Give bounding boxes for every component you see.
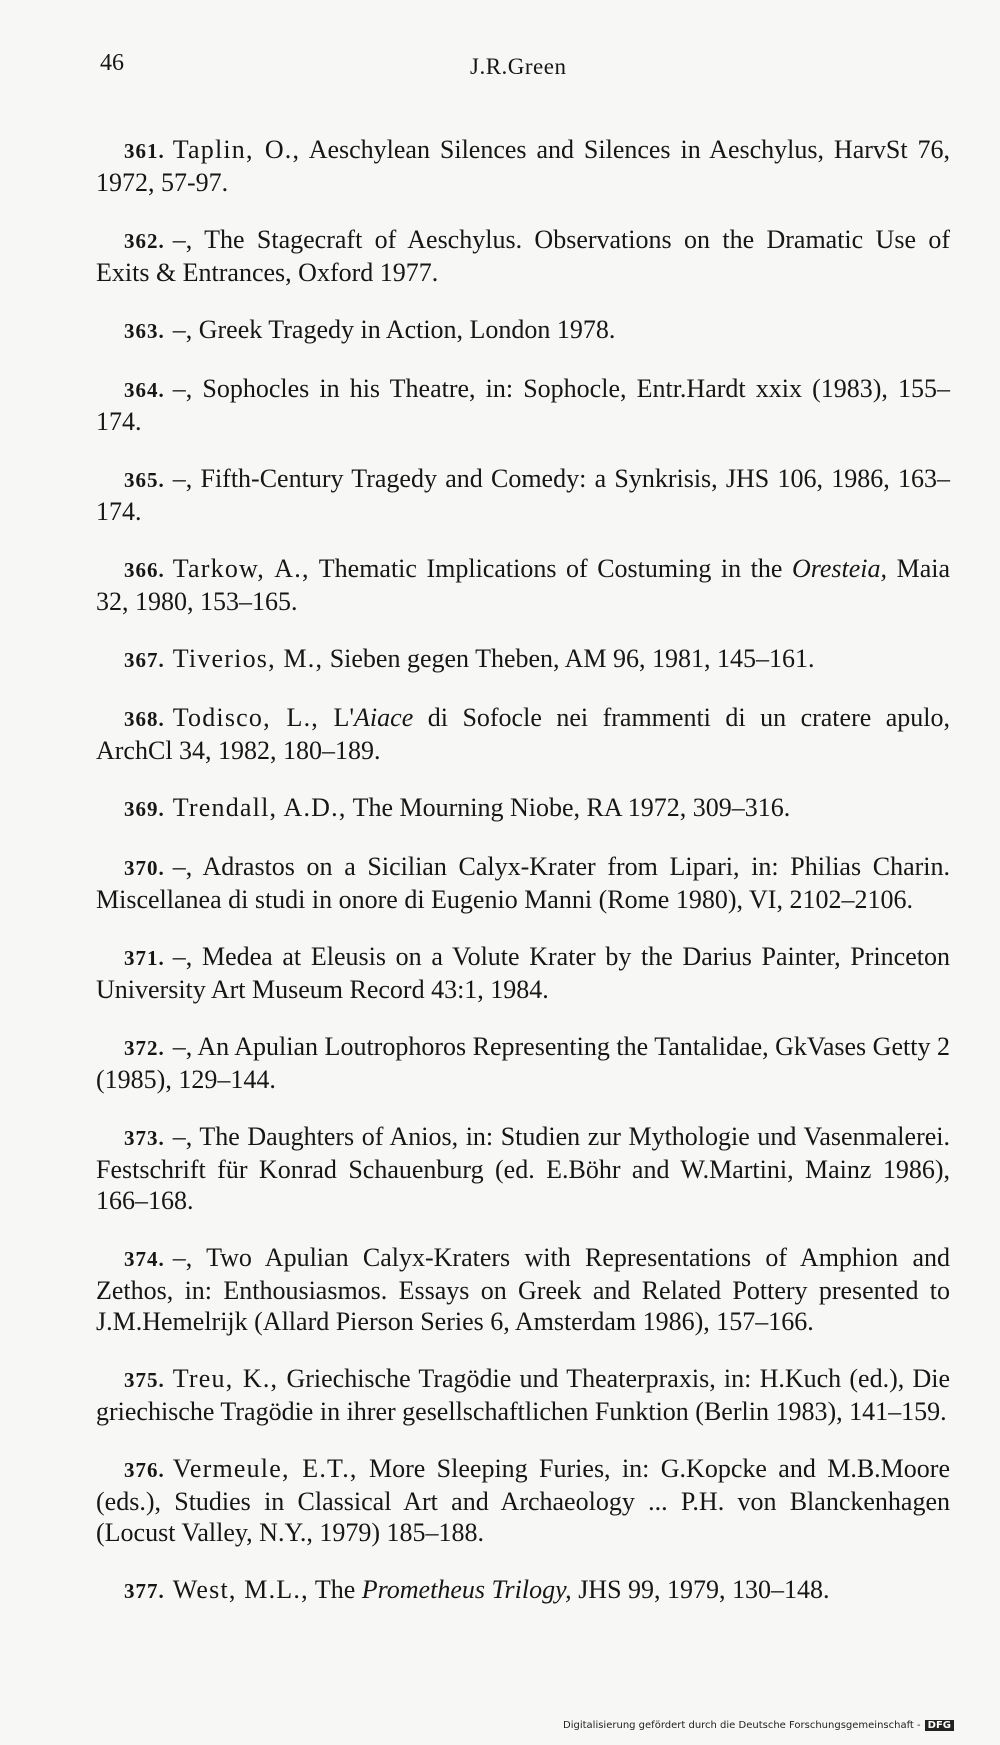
bibliography-entry	[96, 1121, 950, 1216]
entry-author: Treu, K.,	[172, 1364, 279, 1393]
digitization-credit	[563, 1720, 954, 1731]
entry-number: 376.	[124, 1458, 165, 1482]
bibliography-entry	[96, 851, 950, 915]
bibliography-entry	[96, 1242, 950, 1337]
entry-text: –, An Apulian Loutrophoros Representing the Tantalidae, GkVases Getty 2 (1985), 129–144.	[96, 1032, 950, 1094]
entry-number: 364.	[124, 378, 165, 402]
entry-text: –, Adrastos on a Sicilian Calyx-Krater from Lipari, in: Philias Charin. Miscellanea di studi in onore di Eugenio Manni (Rome 1980), VI, 2102–2106.	[96, 852, 950, 914]
entry-author: Vermeule, E.T.,	[172, 1454, 358, 1483]
entry-number: 372.	[124, 1036, 165, 1060]
bibliography-entry	[96, 463, 950, 527]
bibliography-entry	[96, 1031, 950, 1095]
entry-text: –, Fifth-Century Tragedy and Comedy: a Synkrisis, JHS 106, 1986, 163–174.	[96, 464, 950, 526]
entry-number: 377.	[124, 1579, 165, 1603]
entry-author: West, M.L.,	[172, 1575, 309, 1604]
page-number: 46	[100, 50, 124, 76]
entry-number: 368.	[124, 707, 165, 731]
entry-text: –, The Daughters of Anios, in: Studien zur Mythologie und Vasenmalerei. Festschrift für Konrad Schauenburg (ed. E.Böhr and W.Martini, Mainz 1986), 166–168.	[96, 1122, 950, 1215]
entry-number: 363.	[124, 319, 165, 343]
entry-author: Tiverios, M.,	[172, 644, 324, 673]
entry-text: L'	[333, 703, 355, 732]
entry-number: 369.	[124, 797, 165, 821]
entry-text: The Mourning Niobe, RA 1972, 309–316.	[352, 793, 791, 822]
entry-text: Thematic Implications of Costuming in the	[318, 554, 783, 583]
entry-number: 367.	[124, 648, 165, 672]
bibliography-entry	[96, 134, 950, 198]
entry-text: Aeschylean Silences and Silences in Aeschylus, HarvSt 76, 1972, 57-97.	[96, 135, 950, 197]
entry-text: –, Greek Tragedy in Action, London 1978.	[172, 315, 616, 344]
entry-text: JHS 99, 1979, 130–148.	[578, 1575, 830, 1604]
dfg-logo: DFG	[925, 1720, 954, 1731]
bibliography-entry	[96, 1453, 950, 1548]
entry-text: Griechische Tragödie und Theaterpraxis, in: H.Kuch (ed.), Die griechische Tragödie in ihrer gesellschaftlichen Funktion (Berlin 1983), 141–159.	[96, 1364, 951, 1426]
entry-number: 371.	[124, 946, 165, 970]
entry-text: –, Medea at Eleusis on a Volute Krater by the Darius Painter, Princeton University Art Museum Record 43:1, 1984.	[96, 942, 950, 1004]
entry-author: Taplin, O.,	[172, 135, 301, 164]
entry-author: Todisco, L.,	[172, 703, 319, 732]
bibliography-entry	[96, 553, 950, 617]
entry-number: 370.	[124, 856, 165, 880]
bibliography-entry	[96, 702, 950, 766]
entry-number: 373.	[124, 1126, 165, 1150]
entry-number: 366.	[124, 558, 165, 582]
bibliography-entry	[96, 1363, 950, 1427]
entry-number: 375.	[124, 1368, 165, 1392]
bibliography-entry	[96, 792, 950, 825]
bibliography-list	[96, 108, 950, 1624]
entry-author: Trendall, A.D.,	[172, 793, 347, 822]
entry-text: More Sleeping Furies, in: G.Kopcke and M.B.Moore (eds.), Studies in Classical Art and Archaeology ... P.H. von Blanckenhagen (Locust Valley, N.Y., 1979) 185–188.	[96, 1454, 950, 1547]
bibliography-entry	[96, 314, 950, 347]
bibliography-entry	[96, 373, 950, 437]
entry-text: Maia 32, 1980, 153–165.	[96, 554, 950, 616]
entry-author: Tarkow, A.,	[172, 554, 310, 583]
entry-number: 362.	[124, 229, 165, 253]
entry-text: The	[314, 1575, 356, 1604]
entry-text: Sieben gegen Theben, AM 96, 1981, 145–161.	[329, 644, 815, 673]
entry-text: di Sofocle nei frammenti di un cratere apulo, ArchCl 34, 1982, 180–189.	[96, 703, 951, 765]
entry-text: –, The Stagecraft of Aeschylus. Observations on the Dramatic Use of Exits & Entrances, Oxford 1977.	[96, 225, 950, 287]
bibliography-entry	[96, 941, 950, 1005]
running-head: J.R.Green	[470, 54, 567, 79]
bibliography-entry	[96, 643, 950, 676]
entry-italic-title: Prometheus Trilogy,	[361, 1575, 572, 1604]
entry-italic-title: Oresteia,	[791, 554, 888, 583]
bibliography-entry	[96, 224, 950, 288]
entry-number: 365.	[124, 468, 165, 492]
credit-text: Digitalisierung gefördert durch die Deutsche Forschungsgemeinschaft -	[563, 1720, 921, 1731]
bibliography-entry	[96, 1574, 950, 1607]
entry-italic-title: Aiace	[354, 703, 414, 732]
entry-number: 374.	[124, 1247, 165, 1271]
entry-text: –, Sophocles in his Theatre, in: Sophocle, Entr.Hardt xxix (1983), 155–174.	[96, 374, 950, 436]
entry-text: –, Two Apulian Calyx-Kraters with Representations of Amphion and Zethos, in: Enthousiasmos. Essays on Greek and Related Pottery presented to J.M.Hemelrijk (Allard Pierson Series 6, Amsterdam 1986), 157–166.	[96, 1243, 950, 1336]
entry-number: 361.	[124, 139, 165, 163]
